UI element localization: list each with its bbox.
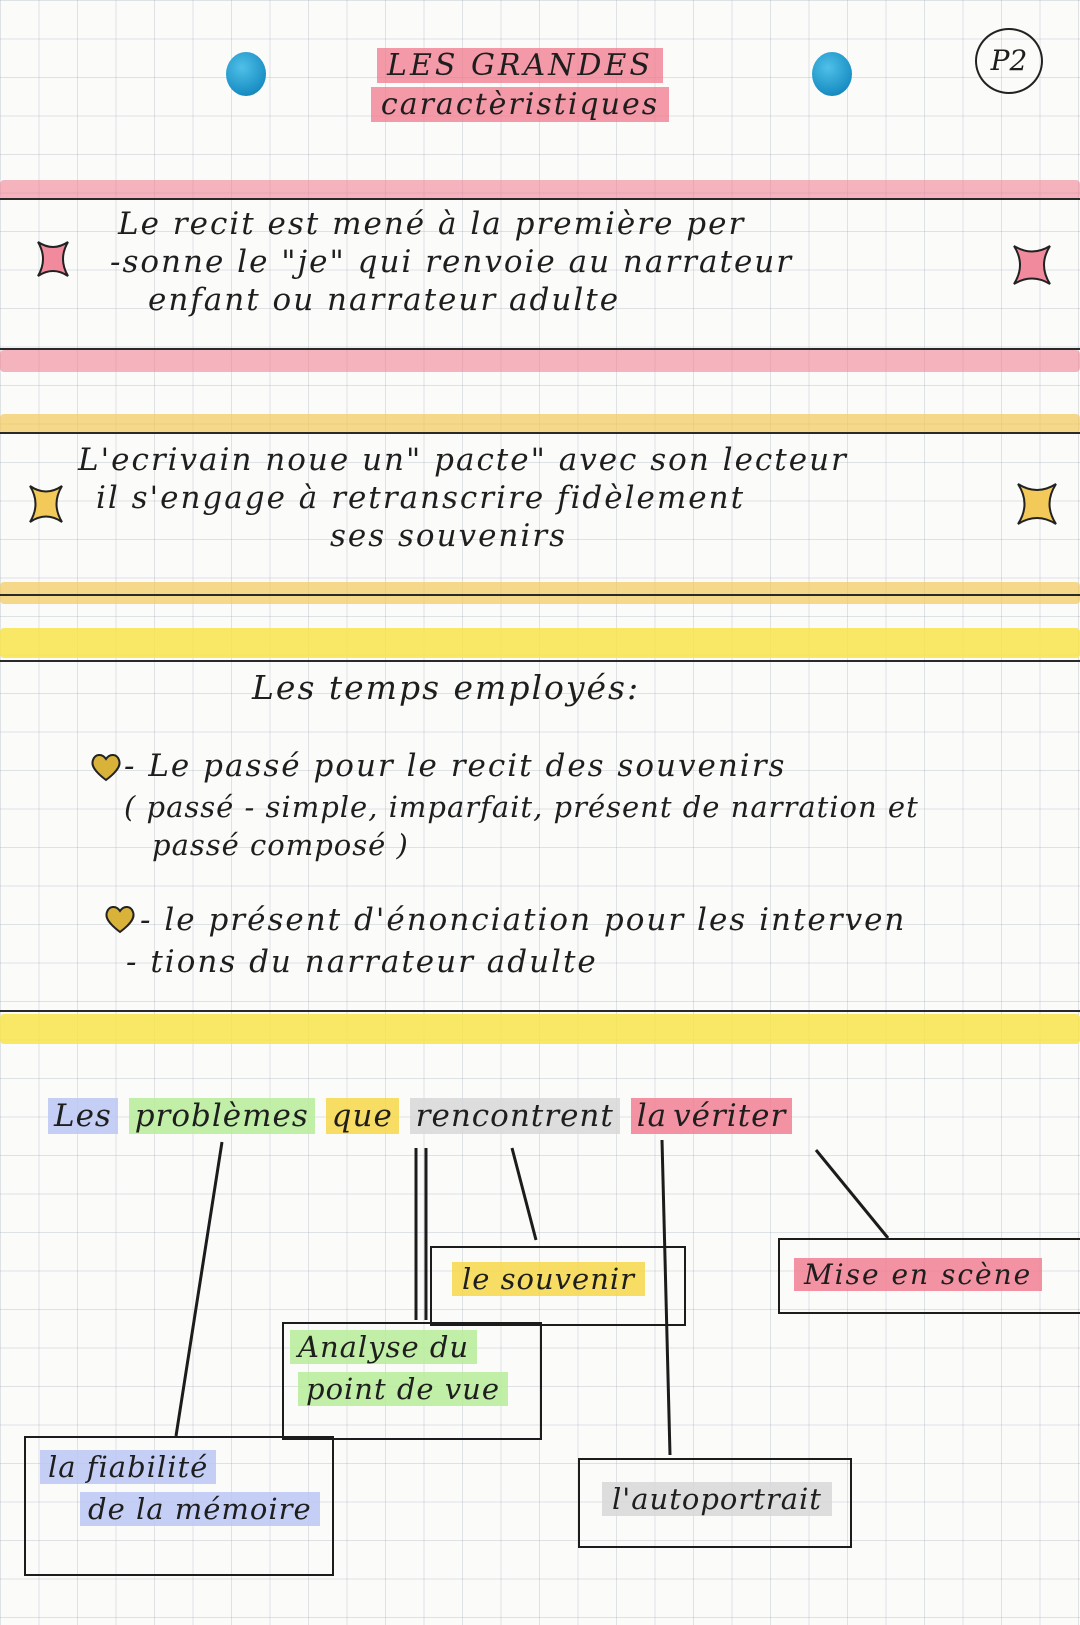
box-mise-en-scene	[778, 1238, 1080, 1314]
section1-line2: -sonne le "je" qui renvoie au narrateur	[110, 244, 794, 280]
heading-word: la	[631, 1098, 673, 1134]
page-number: P2	[990, 44, 1028, 77]
title-line2: caractèristiques	[371, 87, 669, 122]
box-fiabilite	[24, 1436, 334, 1576]
section2-line2: il s'engage à retranscrire fidèlement	[96, 480, 746, 516]
title-line1: LES GRANDES	[377, 48, 663, 83]
box-autoportrait	[578, 1458, 852, 1548]
analyse-label-line1: Analyse du	[290, 1330, 477, 1364]
heading-word: problèmes	[129, 1098, 315, 1134]
box-analyse	[282, 1322, 542, 1440]
section2-line3: ses souvenirs	[330, 518, 568, 554]
heading-word: que	[326, 1098, 399, 1134]
heading-word: Les	[48, 1098, 118, 1134]
connector-line	[512, 1148, 536, 1240]
autoportrait-label: l'autoportrait	[602, 1482, 832, 1516]
tenses-heading: Les temps employés:	[252, 668, 641, 707]
tense-item2-line2: - tions du narrateur adulte	[126, 944, 598, 980]
heading-word: rencontrent	[410, 1098, 620, 1134]
fiabilite-label-line2: de la mémoire	[80, 1492, 320, 1526]
tense-item1-line3: passé composé )	[152, 828, 409, 862]
tense-item2-line1: - le présent d'énonciation pour les interven	[140, 902, 907, 938]
connector-line	[816, 1150, 888, 1238]
box-souvenir	[430, 1246, 686, 1326]
section1-line3: enfant ou narrateur adulte	[148, 282, 621, 318]
mise-en-scene-label: Mise en scène	[794, 1258, 1042, 1291]
connector-line	[176, 1142, 222, 1436]
heading-word: vériter	[673, 1098, 792, 1134]
fiabilite-label-line1: la fiabilité	[40, 1450, 216, 1484]
section1-line1: Le recit est mené à la première per	[118, 206, 746, 242]
analyse-label-line2: point de vue	[298, 1372, 508, 1406]
tense-item1-line1: - Le passé pour le recit des souvenirs	[124, 748, 787, 784]
section2-line1: L'ecrivain noue un" pacte" avec son lecteur	[78, 442, 848, 478]
souvenir-label: le souvenir	[452, 1262, 645, 1296]
tense-item1-line2: ( passé - simple, imparfait, présent de narration et	[124, 790, 919, 824]
